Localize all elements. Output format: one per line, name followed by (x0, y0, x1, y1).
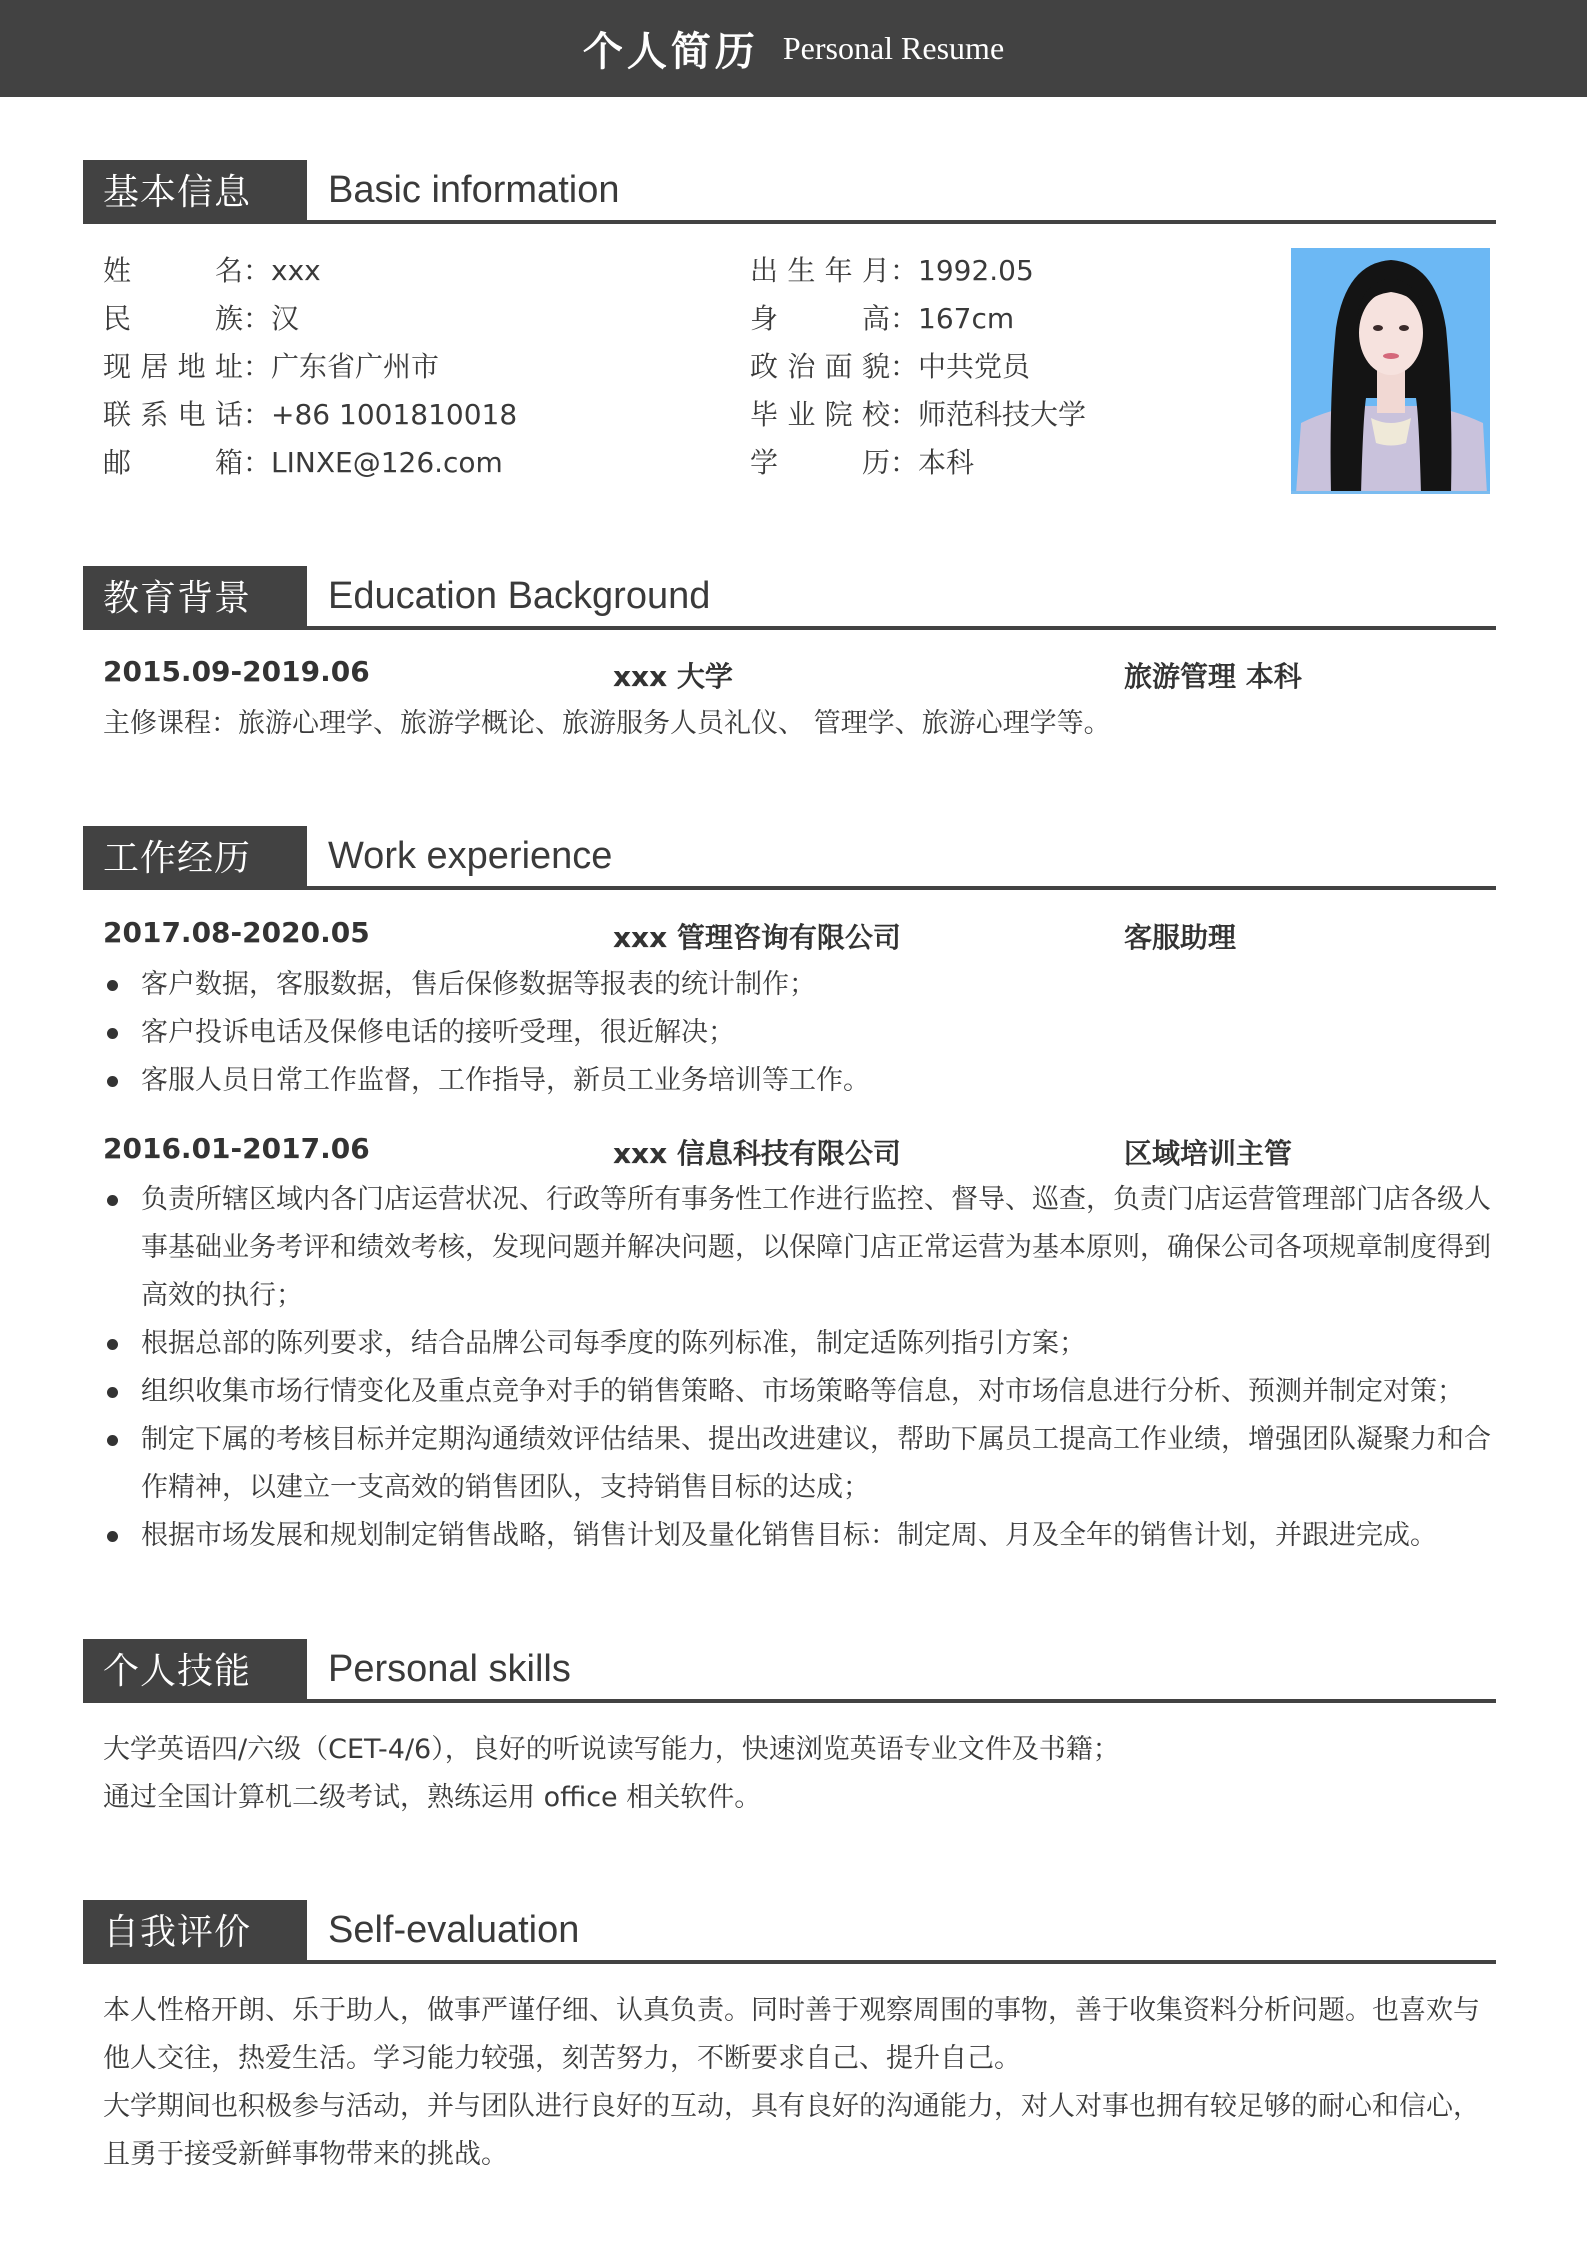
section-title-en: Work experience (328, 835, 613, 877)
education-school: xxx 大学 (613, 660, 733, 693)
info-row-political (750, 346, 1086, 394)
skills-list (103, 1726, 1483, 1822)
section-title-en: Basic information (328, 169, 620, 211)
work-duties-list (103, 1176, 1493, 1560)
info-row-address (103, 346, 517, 394)
list-item: 客户数据，客服数据，售后保修数据等报表的统计制作； (103, 961, 1493, 1009)
resume-title-cn: 个人简历 (582, 28, 759, 75)
list-item: 制定下属的考核目标并定期沟通绩效评估结果、提出改进建议，帮助下属员工提高工作业绩，增强团队凝聚力和合作精神，以建立一支高效的销售团队，支持销售目标的达成； (103, 1416, 1493, 1512)
work-period: 2016.01-2017.06 (103, 1132, 370, 1165)
info-sep: ： (243, 302, 272, 335)
info-value: 本科 (918, 446, 975, 479)
profile-photo (1291, 248, 1490, 494)
work-role: 区域培训主管 (1124, 1137, 1293, 1170)
skill-item: 大学英语四/六级（CET-4/6），良好的听说读写能力，快速浏览英语专业文件及书籍； (103, 1734, 1120, 1765)
info-sep: ： (890, 254, 919, 287)
self-evaluation-paragraph: 大学期间也积极参与活动，并与团队进行良好的互动，具有良好的沟通能力，对人对事也拥有较足够的耐心和信心，且勇于接受新鲜事物带来的挑战。 (103, 2091, 1480, 2170)
info-value: xxx (271, 254, 321, 287)
self-evaluation-paragraph: 本人性格开朗、乐于助人，做事严谨仔细、认真负责。同时善于观察周围的事物，善于收集资料分析问题。也喜欢与他人交往，热爱生活。学习能力较强，刻苦努力，不断要求自己、提升自己。 (103, 1995, 1480, 2074)
section-title-cn: 工作经历 (83, 826, 307, 890)
work-company: xxx 管理咨询有限公司 (613, 921, 901, 954)
info-label: 政治面貌 (750, 350, 890, 383)
resume-title-en: Personal Resume (782, 30, 1005, 66)
info-label: 出生年月 (750, 254, 890, 287)
section-header-education (83, 566, 1496, 630)
info-sep: ： (243, 398, 272, 431)
education-period: 2015.09-2019.06 (103, 655, 370, 688)
section-title-en: Education Background (328, 575, 711, 617)
section-header-work (83, 826, 1496, 890)
info-sep: ： (890, 398, 919, 431)
info-sep: ： (890, 350, 919, 383)
info-row-birth (750, 250, 1086, 298)
info-sep: ： (243, 350, 272, 383)
info-label: 民族 (103, 302, 243, 335)
info-value: 汉 (271, 302, 300, 335)
education-courses: 主修课程：旅游心理学、旅游学概论、旅游服务人员礼仪、 管理学、旅游心理学等。 (103, 708, 1111, 739)
info-label: 毕业院校 (750, 398, 890, 431)
info-label: 学历 (750, 446, 890, 479)
resume-title-bar (0, 0, 1587, 97)
info-row-name (103, 250, 517, 298)
work-company: xxx 信息科技有限公司 (613, 1137, 901, 1170)
section-title-cn: 自我评价 (83, 1900, 307, 1964)
work-entry-header (103, 916, 1493, 956)
info-row-email (103, 442, 517, 490)
work-entry-header (103, 1132, 1493, 1172)
education-entry-header (103, 655, 1493, 695)
portrait-image-icon (1291, 248, 1490, 494)
info-label: 姓名 (103, 254, 243, 287)
list-item: 负责所辖区域内各门店运营状况、行政等所有事务性工作进行监控、督导、巡查，负责门店运营管理部门店各级人事基础业务考评和绩效考核，发现问题并解决问题，以保障门店正常运营为基本原则，确保公司各项规章制度得到高效的执行； (103, 1176, 1493, 1320)
skill-item: 通过全国计算机二级考试，熟练运用 office 相关软件。 (103, 1782, 762, 1813)
info-row-height (750, 298, 1086, 346)
section-header-self-evaluation (83, 1900, 1496, 1964)
info-row-ethnicity (103, 298, 517, 346)
info-row-school (750, 394, 1086, 442)
work-period: 2017.08-2020.05 (103, 916, 370, 949)
list-item: 组织收集市场行情变化及重点竞争对手的销售策略、市场策略等信息，对市场信息进行分析、预测并制定对策； (103, 1368, 1493, 1416)
info-value: 1992.05 (918, 254, 1034, 287)
info-value: +86 1001810018 (271, 398, 518, 431)
info-value: 师范科技大学 (918, 398, 1087, 431)
work-duties-list (103, 961, 1493, 1105)
info-label: 身高 (750, 302, 890, 335)
section-header-skills (83, 1639, 1496, 1703)
info-value: 广东省广州市 (271, 350, 440, 383)
section-header-basic (83, 160, 1496, 224)
education-major: 旅游管理 本科 (1124, 660, 1302, 693)
info-value: 167cm (918, 302, 1015, 335)
info-value: 中共党员 (918, 350, 1031, 383)
info-sep: ： (890, 446, 919, 479)
section-title-cn: 个人技能 (83, 1639, 307, 1703)
info-value: LINXE@126.com (271, 446, 503, 479)
list-item: 根据总部的陈列要求，结合品牌公司每季度的陈列标准，制定适陈列指引方案； (103, 1320, 1493, 1368)
section-title-cn: 基本信息 (83, 160, 307, 224)
info-label: 联系电话 (103, 398, 243, 431)
work-role: 客服助理 (1124, 921, 1237, 954)
info-row-degree (750, 442, 1086, 490)
info-sep: ： (243, 446, 272, 479)
info-label: 邮箱 (103, 446, 243, 479)
list-item: 客服人员日常工作监督，工作指导，新员工业务培训等工作。 (103, 1057, 1493, 1105)
info-label: 现居地址 (103, 350, 243, 383)
info-sep: ： (890, 302, 919, 335)
info-row-phone (103, 394, 517, 442)
basic-info-left (103, 250, 517, 490)
section-title-en: Personal skills (328, 1648, 571, 1690)
self-evaluation-text (103, 1987, 1483, 2179)
info-sep: ： (243, 254, 272, 287)
list-item: 客户投诉电话及保修电话的接听受理，很近解决； (103, 1009, 1493, 1057)
basic-info-right (750, 250, 1086, 490)
list-item: 根据市场发展和规划制定销售战略，销售计划及量化销售目标：制定周、月及全年的销售计划，并跟进完成。 (103, 1512, 1493, 1560)
section-title-cn: 教育背景 (83, 566, 307, 630)
section-title-en: Self-evaluation (328, 1909, 580, 1951)
